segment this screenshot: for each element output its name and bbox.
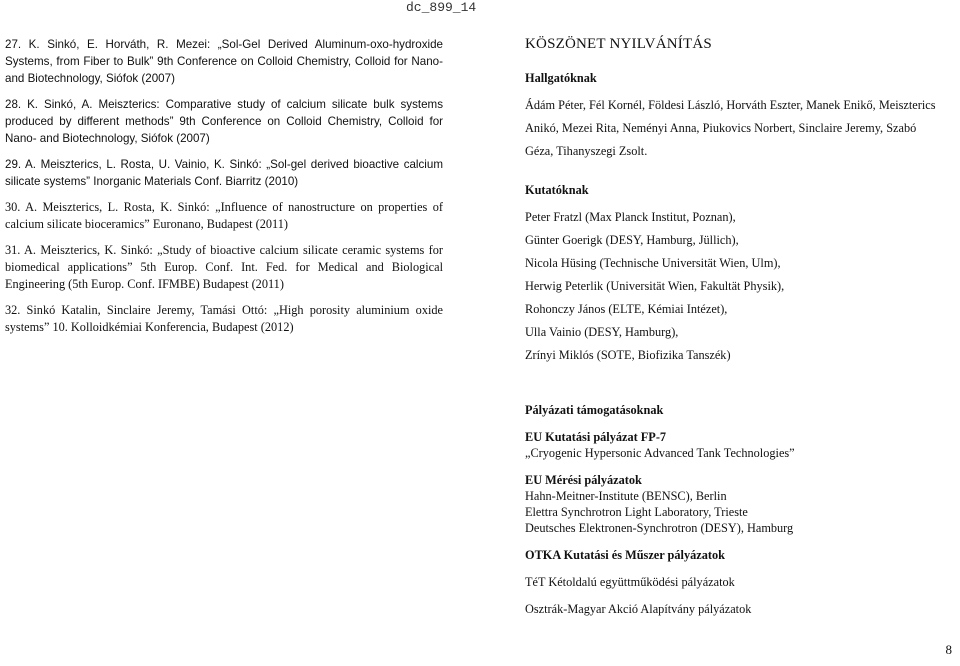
acknowledgements-title: KÖSZÖNET NYILVÁNÍTÁS bbox=[525, 36, 712, 52]
funding-line: Osztrák-Magyar Akció Alapítvány pályázatok bbox=[525, 602, 752, 616]
funding-line: Hahn-Meitner-Institute (BENSC), Berlin bbox=[525, 489, 727, 503]
funding-group-title: OTKA Kutatási és Műszer pályázatok bbox=[525, 548, 725, 562]
reference-32: 32. Sinkó Katalin, Sinclaire Jeremy, Tamási Ottó: „High porosity aluminium oxide systems” 10. Kolloidkémiai Konferencia, Budapest (2012) bbox=[5, 303, 443, 334]
students-line: Anikó, Mezei Rita, Neményi Anna, Piukovics Norbert, Sinclaire Jeremy, Szabó bbox=[525, 121, 917, 135]
reference-28: 28. K. Sinkó, A. Meiszterics: Comparative study of calcium silicate bulk systems produced by different methods” 9th Conference on Colloid Chemistry, Colloid for Nano- and Biotechnology, Siófok (2007) bbox=[5, 98, 443, 145]
researcher-item: Rohonczy János (ELTE, Kémiai Intézet), bbox=[525, 302, 728, 316]
reference-30: 30. A. Meiszterics, L. Rosta, K. Sinkó: „Influence of nanostructure on properties of calcium silicate bioceramics” Euronano, Budapest (2011) bbox=[5, 200, 443, 231]
references-column bbox=[5, 36, 443, 345]
funding-line: TéT Kétoldalú együttműködési pályázatok bbox=[525, 575, 735, 589]
funding-section bbox=[525, 402, 957, 628]
funding-line: Elettra Synchrotron Light Laboratory, Trieste bbox=[525, 505, 748, 519]
researcher-item: Günter Goerigk (DESY, Hamburg, Jüllich), bbox=[525, 233, 739, 247]
funding-heading: Pályázati támogatásoknak bbox=[525, 403, 664, 417]
students-heading: Hallgatóknak bbox=[525, 71, 597, 85]
reference-31: 31. A. Meiszterics, K. Sinkó: „Study of bioactive calcium silicate ceramic systems for biomedical applications” 5th Europ. Conf. Int. Fed. for Medical and Biological Engineering (5th Europ. Conf. IFMBE) Budapest (2011) bbox=[5, 243, 443, 291]
reference-27: 27. K. Sinkó, E. Horváth, R. Mezei: „Sol-Gel Derived Aluminum-oxo-hydroxide Systems, from Fiber to Bulk” 9th Conference on Colloid Chemistry, Colloid for Nano- and Biotechnology, Siófok (2007) bbox=[5, 38, 443, 85]
funding-group-title: EU Kutatási pályázat FP-7 bbox=[525, 430, 667, 444]
researcher-item: Ulla Vainio (DESY, Hamburg), bbox=[525, 325, 679, 339]
students-line: Ádám Péter, Fél Kornél, Földesi László, Horváth Eszter, Manek Enikő, Meiszterics bbox=[525, 98, 936, 112]
page-number: 8 bbox=[945, 642, 952, 657]
researcher-item: Peter Fratzl (Max Planck Institut, Poznan), bbox=[525, 210, 736, 224]
researchers-heading: Kutatóknak bbox=[525, 183, 589, 197]
students-line: Géza, Tihanyszegi Zsolt. bbox=[525, 144, 648, 158]
funding-group-title: EU Mérési pályázatok bbox=[525, 473, 642, 487]
acknowledgements-column bbox=[525, 36, 957, 367]
document-watermark: dc_899_14 bbox=[406, 0, 477, 15]
researcher-item: Herwig Peterlik (Universität Wien, Fakultät Physik), bbox=[525, 279, 785, 293]
funding-line: Deutsches Elektronen-Synchrotron (DESY), Hamburg bbox=[525, 521, 794, 535]
researcher-item: Zrínyi Miklós (SOTE, Biofizika Tanszék) bbox=[525, 348, 731, 362]
reference-29: 29. A. Meiszterics, L. Rosta, U. Vainio, K. Sinkó: „Sol-gel derived bioactive calcium silicate systems” Inorganic Materials Conf. Biarritz (2010) bbox=[5, 158, 443, 188]
funding-line: „Cryogenic Hypersonic Advanced Tank Technologies” bbox=[525, 446, 795, 460]
researcher-item: Nicola Hüsing (Technische Universität Wien, Ulm), bbox=[525, 256, 781, 270]
